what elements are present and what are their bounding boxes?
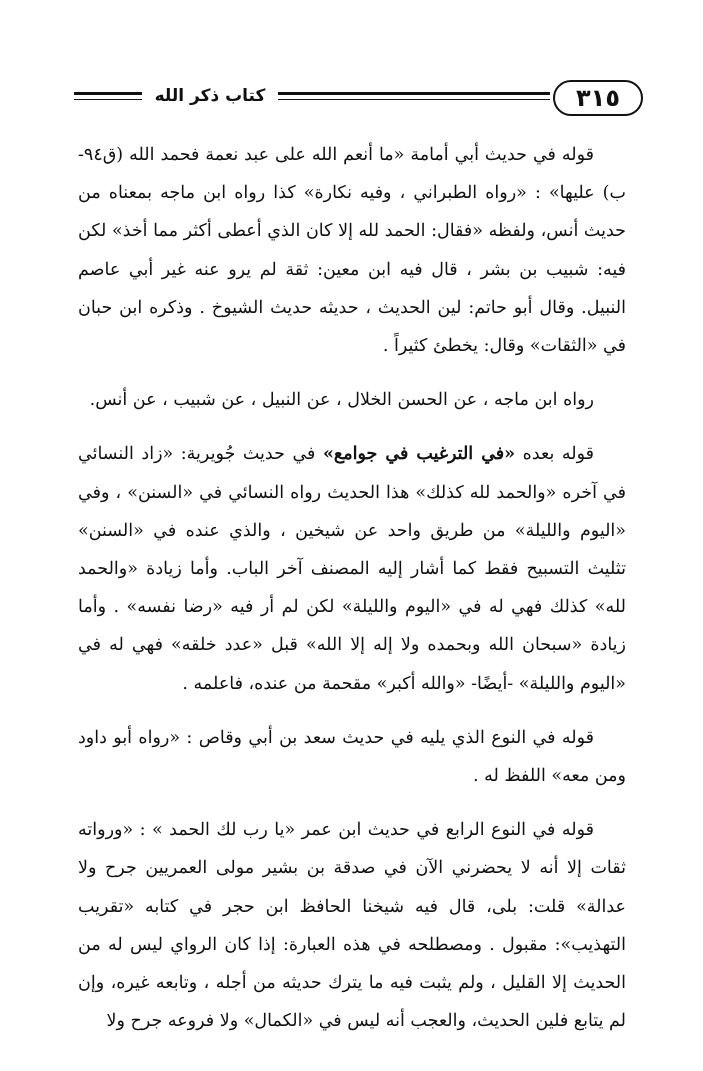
header-rule-middle-bottom [278,99,550,100]
page-body [78,136,626,1040]
page-header [0,0,703,130]
header-rule-middle-top [278,92,550,95]
header-rule-left-top [74,92,142,95]
paragraph-juwayriya-lead: قوله بعده [515,444,594,465]
page-number: ٣١٥ [553,80,643,116]
paragraph-juwayriya-bold-title: «في الترغيب في جوامع» [322,444,516,465]
paragraph-hadith-abi-umama: قوله في حديث أبي أمامة «ما أنعم الله على عبد نعمة فحمد الله (ق٩٤-ب) عليها» : «رواه الطبراني ، وفيه نكارة» كذا رواه ابن ماجه بمعناه من حديث أنس، ولفظه «فقال: الحمد لله إلا كان الذي أعطى أكثر مما أخذ» لكن فيه: شبيب بن بشر ، قال فيه ابن معين: ثقة لم يرو عنه غير أبي عاصم النبيل. وقال أبو حاتم: لين الحديث ، حديثه حديث الشيوخ . وذكره ابن حبان في «الثقات» وقال: يخطئ كثيراً . [78,145,626,357]
header-rule-left-bottom [74,99,142,100]
paragraph-juwayriya [78,435,626,702]
paragraph-ibn-majah-chain: رواه ابن ماجه ، عن الحسن الخلال ، عن النبيل ، عن شبيب ، عن أنس. [89,390,594,411]
paragraph-juwayriya-body: في حديث جُويرية: «زاد النسائي في آخره «والحمد لله كذلك» هذا الحديث رواه النسائي في «السنن» ، وفي «اليوم والليلة» من طريق واحد عن شيخين ، والذي عنده في «السنن» تثليث التسبيح فقط كما أشار إليه المصنف آخر الباب. وأما زيادة «والحمد لله» كذلك فهي له في «اليوم والليلة» لكن لم أر فيه «رضا نفسه» . وأما زيادة «سبحان الله وبحمده ولا إله إلا الله» قبل «عدد خلقه» فهي له في «اليوم والليلة» -أيضًا- «والله أكبر» مقحمة من عنده، فاعلمه . [78,444,626,694]
paragraph-saad-ibn-abi-waqqas: قوله في النوع الذي يليه في حديث سعد بن أبي وقاص : «رواه أبو داود ومن معه» اللفظ له . [78,727,626,787]
paragraph-ibn-umar: قوله في النوع الرابع في حديث ابن عمر «يا رب لك الحمد » : «ورواته ثقات إلا أنه لا يحضرني الآن في صدقة بن بشير مولى العمريين جرح ولا عدالة» قلت: بلى، قال فيه شيخنا الحافظ ابن حجر في كتابه «تقريب التهذيب»: مقبول . ومصطلحه في هذه العبارة: إذا كان الرواي ليس له من الحديث إلا القليل ، ولم يثبت فيه ما يترك حديثه من أجله ، وتابعه غيره، وإن لم يتابع فلين الحديث، والعجب أنه ليس في «الكمال» ولا فروعه جرح ولا [78,820,626,1032]
book-title: كتاب ذكر الله [154,86,266,106]
